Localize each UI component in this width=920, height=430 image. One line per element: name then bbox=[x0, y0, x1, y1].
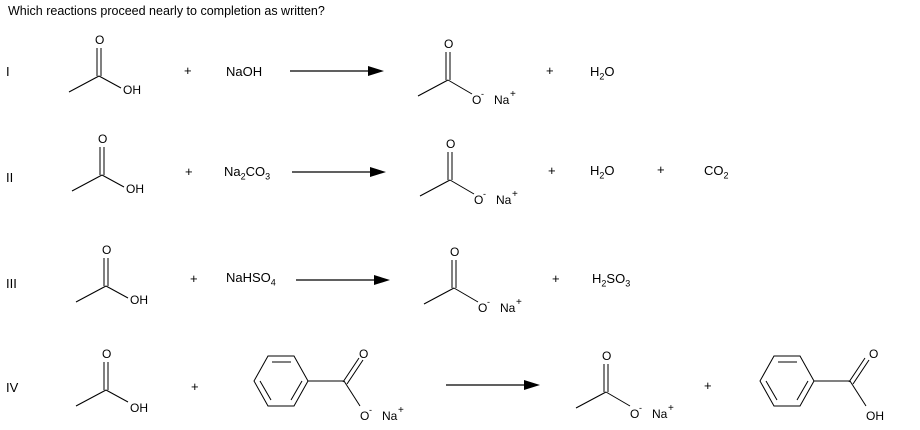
reaction-arrow bbox=[292, 166, 392, 178]
hydroxyl-label: OH bbox=[130, 293, 148, 307]
acetic-acid-structure bbox=[72, 346, 152, 416]
reaction-numeral: II bbox=[6, 170, 14, 185]
reagent-formula: NaHSO$_4$ bbox=[226, 270, 276, 288]
charge-plus: + bbox=[398, 405, 404, 416]
oxygen-label: O bbox=[602, 349, 612, 363]
aromatic-bond bbox=[797, 381, 808, 400]
hydroxyl-label: OH bbox=[126, 182, 144, 196]
hydroxyl-label: OH bbox=[123, 83, 141, 97]
oxide-label: O bbox=[474, 193, 484, 207]
question-text: Which reactions proceed nearly to completion as written? bbox=[8, 4, 325, 18]
plus-sign: + bbox=[548, 163, 556, 178]
reaction-numeral: III bbox=[6, 276, 17, 291]
reagent-formula: $Na_2CO_3$ bbox=[224, 164, 271, 182]
reaction-arrow bbox=[446, 379, 546, 391]
sodium-label: Na bbox=[500, 301, 516, 315]
bond bbox=[69, 76, 99, 92]
oxygen-label: O bbox=[98, 132, 108, 146]
oxide-label: O bbox=[478, 301, 488, 315]
sodium-label: Na bbox=[652, 407, 668, 421]
charge-plus: + bbox=[510, 89, 516, 100]
benzene-ring bbox=[760, 356, 814, 406]
plus-sign: + bbox=[552, 271, 560, 286]
acetic-acid-structure bbox=[65, 32, 145, 102]
charge-minus: - bbox=[369, 405, 372, 415]
hydroxyl-label: OH bbox=[866, 409, 884, 423]
acetic-acid-structure bbox=[72, 242, 152, 312]
bond bbox=[448, 80, 472, 94]
reagent-text: NaOH bbox=[226, 64, 263, 79]
bond bbox=[344, 381, 360, 406]
oxygen-label: O bbox=[102, 243, 112, 257]
sodium-acetate-structure bbox=[420, 244, 530, 324]
charge-minus: - bbox=[639, 403, 642, 413]
aromatic-bond bbox=[260, 381, 271, 400]
sodium-acetate-structure bbox=[572, 348, 682, 428]
oxygen-label: O bbox=[869, 347, 879, 361]
aromatic-bond bbox=[766, 381, 777, 400]
reaction-numeral: IV bbox=[6, 380, 19, 395]
oxygen-label: O bbox=[359, 347, 369, 361]
bond bbox=[418, 80, 448, 96]
plus-sign: + bbox=[546, 63, 554, 78]
reaction-numeral: I bbox=[6, 64, 10, 79]
oxygen-label: O bbox=[450, 245, 460, 259]
benzoic-acid-structure bbox=[752, 344, 902, 428]
oxygen-label: O bbox=[95, 33, 105, 47]
oxide-label: O bbox=[360, 409, 370, 423]
charge-plus: + bbox=[516, 297, 522, 308]
sodium-label: Na bbox=[496, 193, 512, 207]
charge-plus: + bbox=[668, 403, 674, 414]
sodium-acetate-structure bbox=[414, 36, 524, 116]
oxide-label: O bbox=[472, 93, 482, 107]
oxygen-label: O bbox=[446, 137, 456, 151]
plus-sign: + bbox=[191, 379, 199, 394]
oxide-label: O bbox=[630, 407, 640, 421]
bond bbox=[99, 76, 121, 88]
charge-minus: - bbox=[481, 89, 484, 99]
aromatic-bond bbox=[291, 381, 302, 400]
sodium-label: Na bbox=[382, 409, 398, 423]
reagent-formula bbox=[226, 64, 262, 79]
bond bbox=[850, 381, 866, 406]
oxygen-label: O bbox=[102, 347, 112, 361]
acetic-acid-structure bbox=[68, 131, 148, 201]
sodium-benzoate-structure bbox=[236, 344, 416, 428]
charge-minus: - bbox=[487, 297, 490, 307]
reaction-arrow bbox=[290, 65, 390, 77]
plus-sign: + bbox=[190, 271, 198, 286]
byproduct-formula: $H_2O$ bbox=[590, 163, 615, 181]
plus-sign: + bbox=[704, 378, 712, 393]
plus-sign: + bbox=[657, 162, 665, 177]
plus-sign: + bbox=[185, 164, 193, 179]
oxygen-label: O bbox=[444, 37, 454, 51]
byproduct-formula: $CO_2$ bbox=[704, 163, 729, 181]
reaction-arrow bbox=[296, 274, 396, 286]
sodium-label: Na bbox=[494, 93, 510, 107]
charge-plus: + bbox=[512, 189, 518, 200]
benzene-ring bbox=[254, 356, 308, 406]
charge-minus: - bbox=[483, 189, 486, 199]
byproduct-formula: $H_2SO_3$ bbox=[592, 271, 631, 289]
hydroxyl-label: OH bbox=[130, 401, 148, 415]
byproduct-formula: $H_2O$ bbox=[590, 64, 615, 82]
plus-sign: + bbox=[184, 63, 192, 78]
sodium-acetate-structure bbox=[416, 136, 526, 216]
